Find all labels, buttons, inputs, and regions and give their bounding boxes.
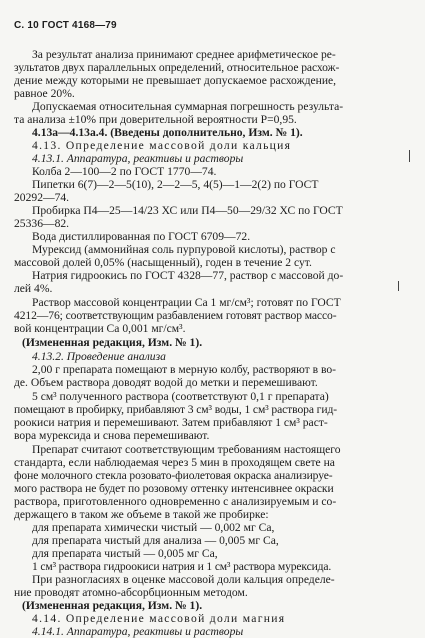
text-line: 5 см³ полученного раствора (соответствуют 0,1 г препарата) <box>32 390 329 403</box>
text-line: дение между которыми не превышает допускаемое расхождение, <box>14 74 337 87</box>
text-line: для препарата чистый — 0,005 мг Са, <box>32 547 218 560</box>
text-line: мого раствора не будет по розовому оттенку интенсивнее окраски <box>14 482 334 495</box>
page-header: С. 10 ГОСТ 4168—79 <box>14 20 117 31</box>
section-heading: 4.14. Определение массовой доли магния <box>32 612 286 625</box>
text-line: За результат анализа принимают среднее арифметическое ре- <box>32 48 336 61</box>
text-line: для препарата чистый для анализа — 0,005 мг Са, <box>32 534 279 547</box>
text-line: стандарта, если наблюдаемая через 5 мин в проходящем свете на <box>14 456 335 469</box>
scan-mark <box>409 150 410 162</box>
text-line: зультатов двух параллельных определений, относительное расхож- <box>14 61 340 74</box>
text-line: 20292—74. <box>14 191 70 204</box>
subsection-heading: 4.14.1. Аппаратура, реактивы и растворы <box>32 625 244 638</box>
text-line: де. Объем раствора доводят водой до метки и перемешивают. <box>14 376 318 389</box>
text-line: держащего в таком же объеме в такой же пробирке: <box>14 508 269 521</box>
text-line: та анализа ±10% при доверительной вероятности P=0,95. <box>14 113 297 126</box>
text-line: Вода дистиллированная по ГОСТ 6709—72. <box>32 230 251 243</box>
text-line: Допускаемая относительная суммарная погрешность результа- <box>32 100 344 113</box>
text-line: Колба 2—100—2 по ГОСТ 1770—74. <box>32 165 217 178</box>
subsection-heading: 4.13.2. Проведение анализа <box>32 350 166 363</box>
amendment-note: (Измененная редакция, Изм. № 1). <box>22 336 203 349</box>
text-line: ние проводят атомно-абсорбционным методом. <box>14 586 248 599</box>
text-line: роокиси натрия и перемешивают. Затем прибавляют 1 см³ раст- <box>14 416 328 429</box>
text-line: раствора, приготовленного одновременно с анализируемым и со- <box>14 495 337 508</box>
text-line: Препарат считают соответствующим требованиям настоящего <box>32 443 341 456</box>
text-line: лей 4%. <box>14 282 53 295</box>
text-line: Натрия гидроокись по ГОСТ 4328—77, раствор с массовой до- <box>32 269 344 282</box>
text-line: Мурексид (аммонийная соль пурпуровой кислоты), раствор с <box>32 243 336 256</box>
text-line: Пипетки 6(7)—2—5(10), 2—2—5, 4(5)—1—2(2) по ГОСТ <box>32 178 319 191</box>
amendment-note: 4.13а—4.13а.4. (Введены дополнительно, Изм. № 1). <box>32 126 303 139</box>
text-line: вора мурексида и снова перемешивают. <box>14 429 210 442</box>
text-line: При разногласиях в оценке массовой доли кальция определе- <box>32 573 335 586</box>
text-line: для препарата химически чистый — 0,002 мг Са, <box>32 521 275 534</box>
text-line: массовой долей 0,05% (насыщенный), годен в течение 2 сут. <box>14 256 312 269</box>
text-line: фоне молочного стекла розовато-фиолетовая окраска анализируе- <box>14 469 333 482</box>
scan-mark <box>398 281 399 291</box>
text-line: 1 см³ раствора гидроокиси натрия и 1 см³ раствора мурексида. <box>32 560 332 573</box>
text-line: равное 20%. <box>14 87 75 100</box>
amendment-note: (Измененная редакция, Изм. № 1). <box>22 599 203 612</box>
text-line: Раствор массовой концентрации Са 1 мг/см³; готовят по ГОСТ <box>32 296 341 309</box>
text-line: 25336—82. <box>14 217 70 230</box>
text-line: помещают в пробирку, прибавляют 3 см³ воды, 1 см³ раствора гид- <box>14 403 338 416</box>
section-heading: 4.13. Определение массовой доли кальция <box>32 139 292 152</box>
subsection-heading: 4.13.1. Аппаратура, реактивы и растворы <box>32 152 244 165</box>
text-line: 4212—76; соответствующим разбавлением готовят раствор массо- <box>14 309 337 322</box>
text-line: вой концентрации Са 0,001 мг/см³. <box>14 322 186 335</box>
text-line: Пробирка П4—25—14/23 ХС или П4—50—29/32 ХС по ГОСТ <box>32 204 343 217</box>
text-line: 2,00 г препарата помещают в мерную колбу, растворяют в во- <box>32 363 336 376</box>
